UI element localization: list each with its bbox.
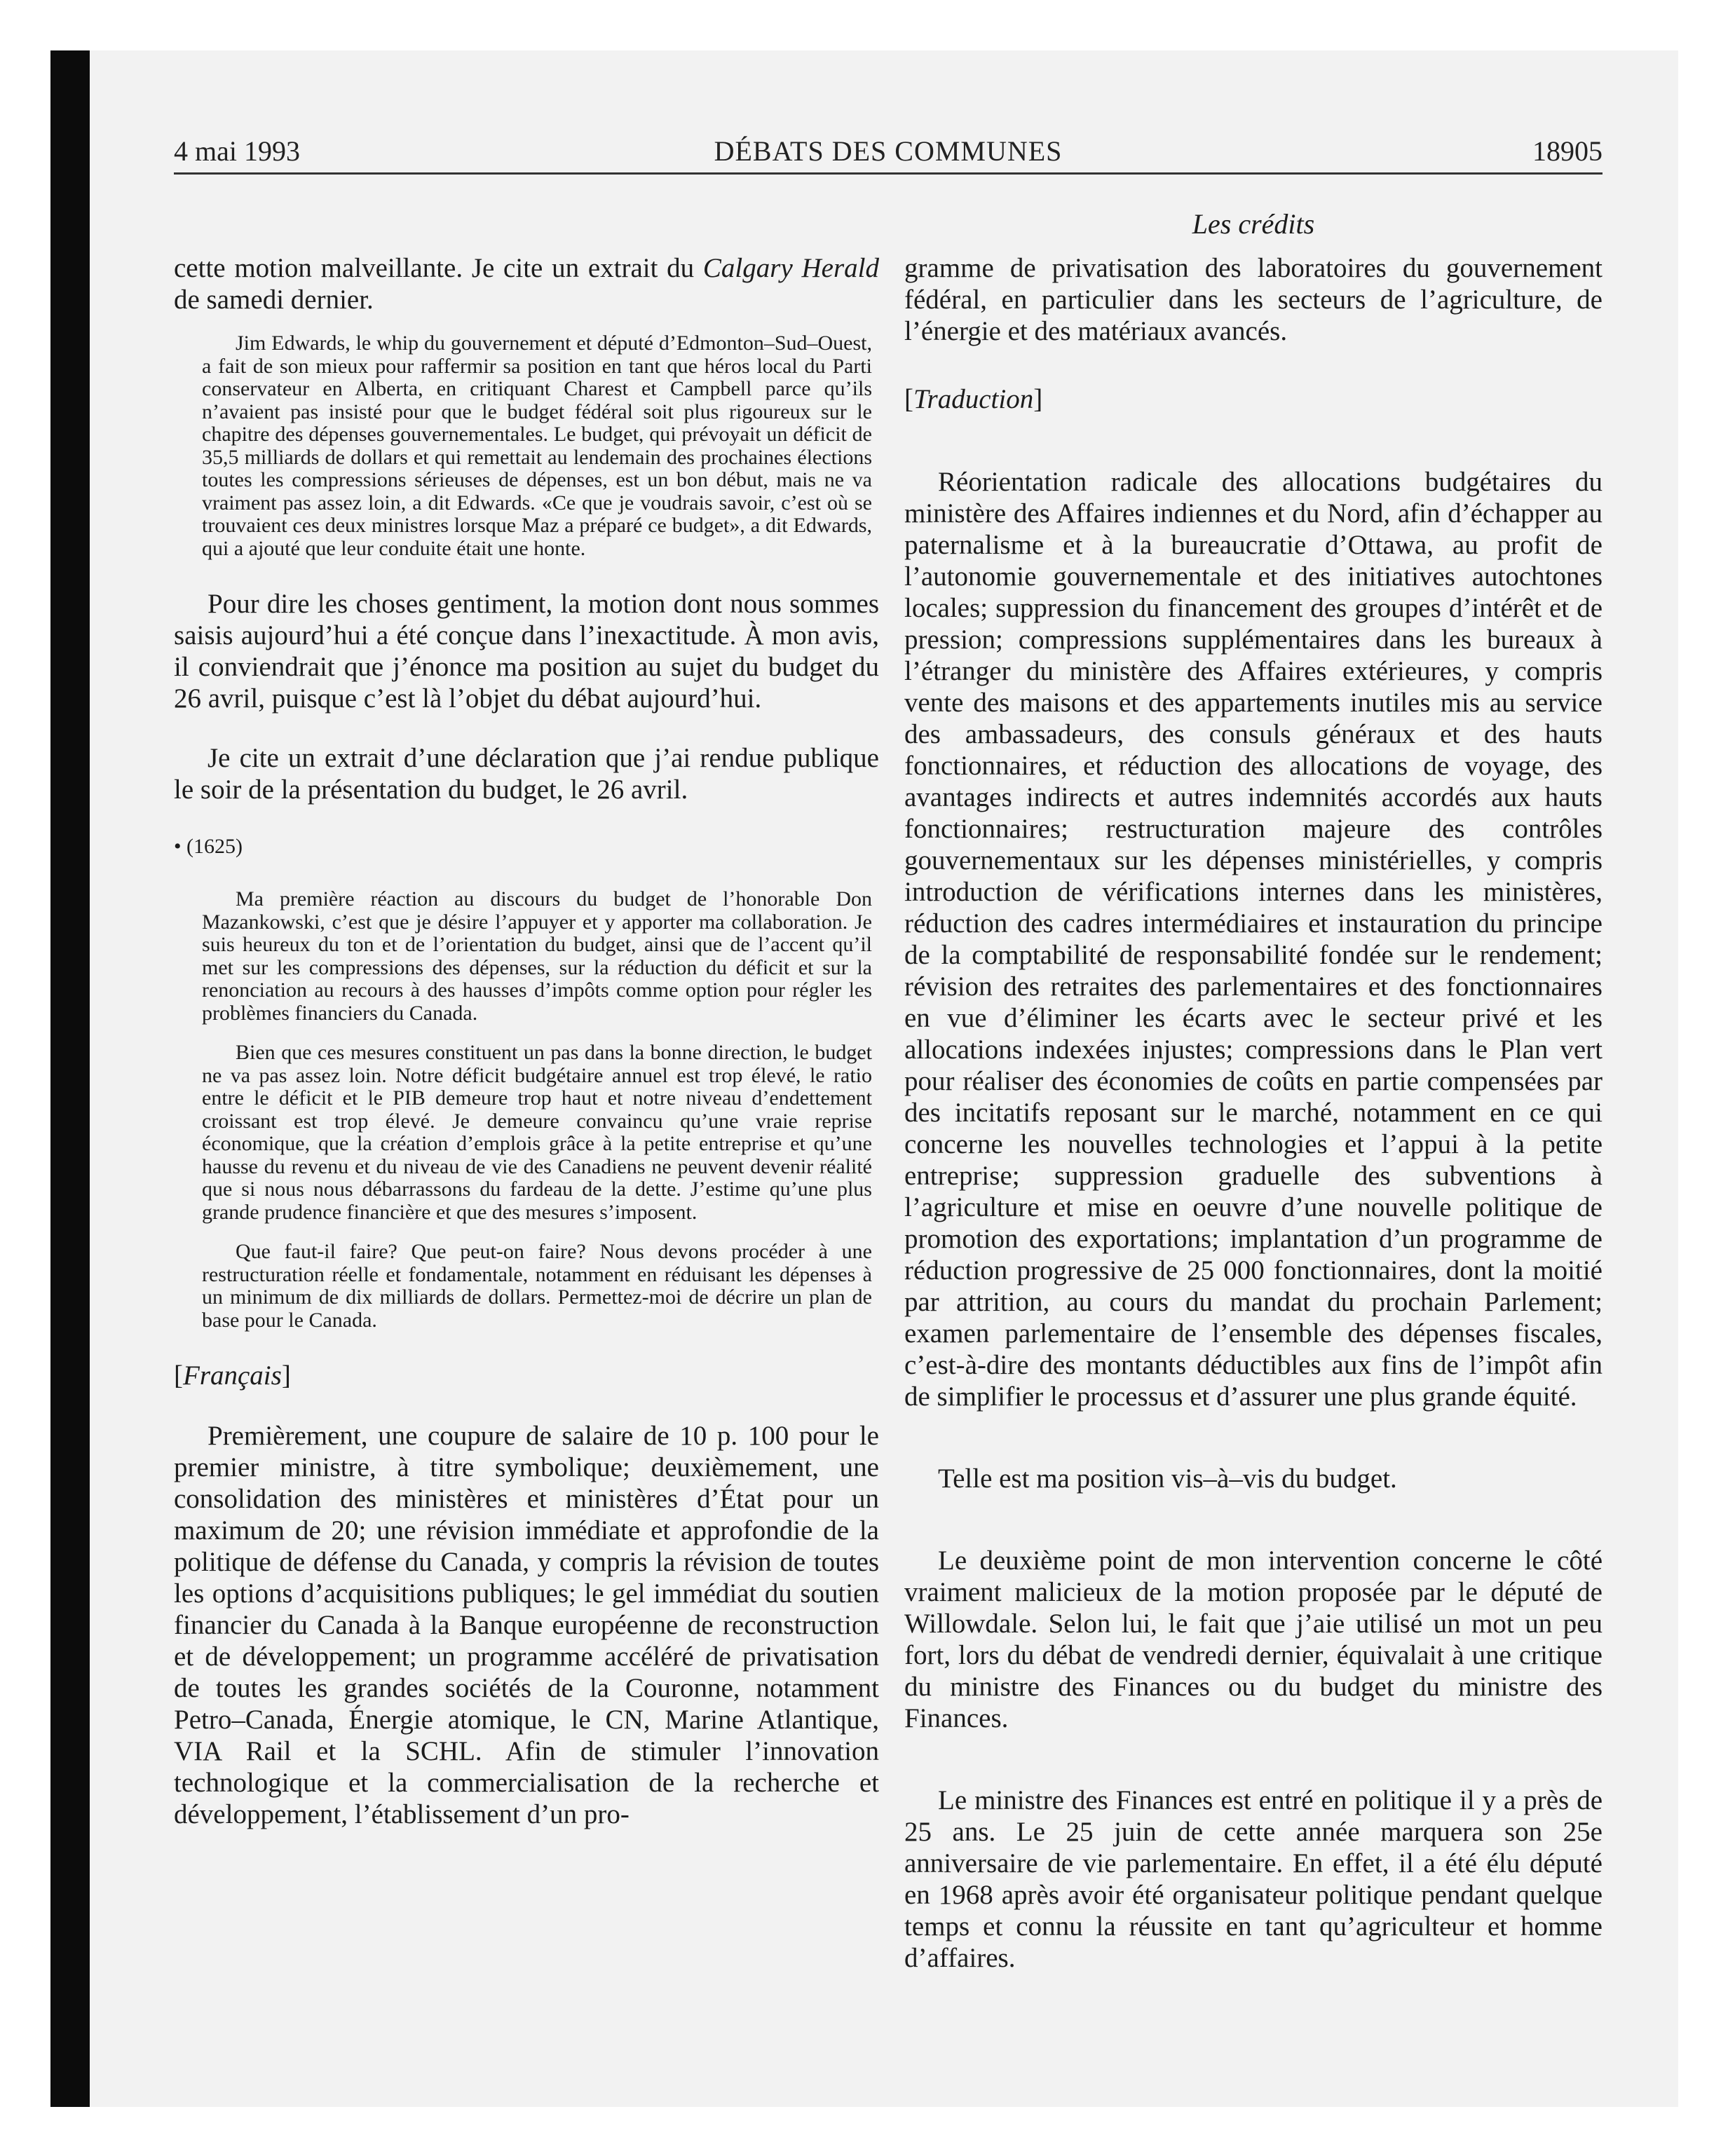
text-run: cette motion malveillante. Je cite un extrait du <box>174 253 703 283</box>
paragraph: Le deuxième point de mon intervention concerne le côté vraiment malicieux de la motion proposée par le député de Willowdale. Selon lui, le fait que j’aie utilisé un mot un peu fort, lors du débat de vendredi dernier, équivalait à une critique du ministre des Finances ou du budget du ministre des Finances. <box>904 1546 1603 1733</box>
block-quote: Que faut-il faire? Que peut-on faire? Nous devons procéder à une restructuration réelle et fondamentale, notamment en réduisant les dépenses à un minimum de dix milliards de dollars. Permettez-moi de décrire un plan de base pour le Canada. <box>202 1240 872 1332</box>
time-marker: • (1625) <box>174 835 243 858</box>
block-quote: Jim Edwards, le whip du gouvernement et député d’Edmonton–Sud–Ouest, a fait de son mieux pour raffermir sa position en tant que héros local du Parti conservateur en Alberta, en critiquant Charest et Campbell parce qu’ils n’avaient pas insisté pour que le budget fédéral soit plus rigoureux sur le chapitre des dépenses gouvernementales. Le budget, qui prévoyait un déficit de 35,5 milliards de dollars et qui remettait au lendemain des prochaines élections toutes les compressions sérieuses de dépenses, est un bon début, mais ne va vraiment pas assez loin, a dit Edwards. «Ce que je voudrais savoir, c’est où se trouvaient ces deux ministres lorsque Maz a préparé ce budget», a dit Edwards, qui a ajouté que leur conduite était une honte. <box>202 332 872 560</box>
language-tag-text: Français <box>183 1360 282 1391</box>
paragraph: Telle est ma position vis–à–vis du budget. <box>938 1464 1397 1494</box>
paragraph <box>174 252 879 315</box>
left-column <box>174 252 879 1830</box>
header-title: DÉBATS DES COMMUNES <box>714 135 1063 167</box>
running-header <box>174 130 1603 172</box>
header-rule <box>174 172 1603 175</box>
paragraph: gramme de privatisation des laboratoires du gouvernement fédéral, en particulier dans les secteurs de l’agriculture, de l’énergie et des matériaux avancés. <box>904 253 1603 346</box>
header-date: 4 mai 1993 <box>174 135 300 167</box>
paragraph: Je cite un extrait d’une déclaration que j’ai rendue publique le soir de la présentation du budget, le 26 avril. <box>174 743 879 805</box>
language-tag: [Traduction] <box>904 384 1043 414</box>
language-tag: [Français] <box>174 1360 291 1391</box>
block-quote: Bien que ces mesures constituent un pas dans la bonne direction, le budget ne va pas assez loin. Notre déficit budgétaire annuel est trop élevé, le ratio entre le déficit et le PIB demeure trop haut et notre niveau d’endettement croissant est trop élevé. Je demeure convaincu qu’une vraie reprise économique, que la création d’emplois grâce à la petite entreprise et qu’une hausse du revenu et du niveau de vie des Canadiens ne peuvent devenir réalité que si nous nous débarrassons du fardeau de la dette. J’estime qu’une plus grande prudence financière et que des mesures s’imposent. <box>202 1041 872 1224</box>
text-run: de samedi dernier. <box>174 285 374 315</box>
publication-name: Calgary Herald <box>702 253 879 283</box>
header-page-number: 18905 <box>1532 135 1603 167</box>
language-tag-text: Traduction <box>913 384 1034 414</box>
block-quote: Ma première réaction au discours du budget de l’honorable Don Mazankowski, c’est que je désire l’appuyer et y apporter ma collaboration. Je suis heureux du ton et de l’orientation du budget, ainsi que de l’accent qu’il met sur les compressions des dépenses, sur la réduction du déficit et sur la renonciation au recours à des hausses d’impôts comme option pour régler les problèmes financiers du Canada. <box>202 887 872 1025</box>
right-column <box>904 252 1603 1974</box>
scan-border <box>50 50 90 2107</box>
paragraph: Premièrement, une coupure de salaire de 10 p. 100 pour le premier ministre, à titre symbolique; deuxièmement, une consolidation des ministères et ministères d’État pour un maximum de 20; une révision immédiate et approfondie de la politique de défense du Canada, y compris la révision de toutes les options d’acquisitions publiques; le gel immédiat du soutien financier du Canada à la Banque européenne de reconstruction et de développement; un programme accéléré de privatisation de toutes les grandes sociétés de la Couronne, notamment Petro–Canada, Énergie atomique, le CN, Marine Atlantique, VIA Rail et la SCHL. Afin de stimuler l’innovation technologique et la commercialisation de la recherche et développement, l’établissement d’un pro- <box>174 1421 879 1829</box>
paragraph: Pour dire les choses gentiment, la motion dont nous sommes saisis aujourd’hui a été conçue dans l’inexactitude. À mon avis, il conviendrait que j’énonce ma position au sujet du budget du 26 avril, puisque c’est là l’objet du débat aujourd’hui. <box>174 589 879 714</box>
paragraph: Réorientation radicale des allocations budgétaires du ministère des Affaires indiennes et du Nord, afin d’échapper au paternalisme et à la bureaucratie d’Ottawa, au profit de l’autonomie gouvernementale et des initiatives autochtones locales; suppression du financement des groupes d’intérêt et de pression; compressions supplémentaires dans les bureaux à l’étranger du ministère des Affaires extérieures, y compris vente des maisons et des appartements inutiles mis au service des ambassadeurs, des consuls généraux et des hauts fonctionnaires, et réduction des allocations de voyage, des avantages indirects et autres indemnités accordés aux hauts fonctionnaires; restructuration majeure des contrôles gouvernementaux sur les dépenses ministérielles, y compris introduction de vérifications internes dans les ministères, réduction des cadres intermédiaires et instauration du principe de la comptabilité de responsabilité fondée sur le rendement; révision des retraites des parlementaires et des fonctionnaires en vue d’éliminer les écarts avec le secteur privé et les allocations indexées injustes; compressions dans le Plan vert pour réaliser des économies de coûts en partie compensées par des incitatifs reposant sur le marché, notamment en ce qui concerne les nouvelles technologies et l’appui à la petite entreprise; suppression graduelle des subventions à l’agriculture et mise en oeuvre d’une nouvelle politique de promotion des exportations; implantation d’un programme de réduction progressive de 25 000 fonctionnaires, dont la moitié par attrition, au cours du mandat du prochain Parlement; examen parlementaire de l’ensemble des dépenses fiscales, c’est-à-dire des montants déductibles aux fins de l’impôt afin de simplifier le processus et d’assurer une plus grande équité. <box>904 467 1603 1412</box>
paragraph: Le ministre des Finances est entré en politique il y a près de 25 ans. Le 25 juin de cette année marquera son 25e anniversaire de vie parlementaire. En effet, il a été élu député en 1968 après avoir été organisateur politique pendant quelque temps et connu la réussite en tant qu’agriculteur et homme d’affaires. <box>904 1785 1603 1973</box>
section-title: Les crédits <box>1192 208 1315 240</box>
